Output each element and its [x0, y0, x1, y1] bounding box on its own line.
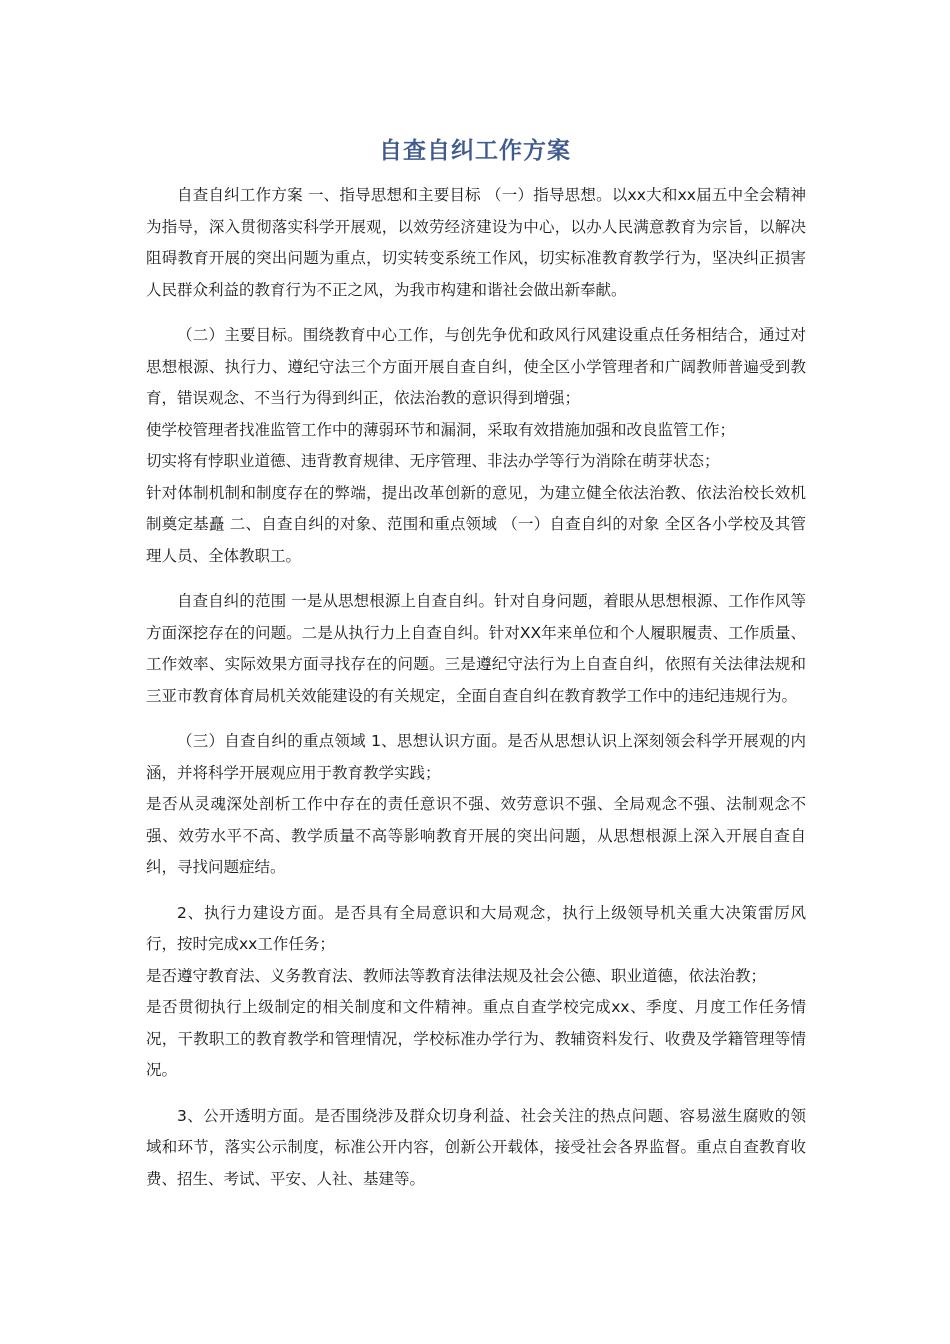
- paragraph-execution-law: 是否遵守教育法、义务教育法、教师法等教育法律法规及社会公德、职业道德，依法治教；: [146, 966, 767, 985]
- paragraph-key-areas-thinking: （三）自查自纠的重点领域 1、思想认识方面。是否从思想认识上深刻领会科学开展观的内涵，并将科学开展观应用于教育教学实践；: [146, 732, 806, 782]
- paragraph-execution: 2、执行力建设方面。是否具有全局意识和大局观念，执行上级领导机关重大决策雷厉风行，按时完成xx工作任务；: [146, 903, 806, 953]
- paragraph-transparency: 3、公开透明方面。是否围绕涉及群众切身利益、社会关注的热点问题、容易滋生腐败的领域和环节，落实公示制度，标准公开内容，创新公开载体，接受社会各界监督。重点自查教育收费、招生、考试、平安、人社、基建等。: [146, 1106, 806, 1188]
- paragraph-goals-prevention: 切实将有悖职业道德、违背教育规律、无序管理、非法办学等行为消除在萌芽状态；: [146, 452, 720, 470]
- document-title: 自查自纠工作方案: [379, 138, 571, 164]
- paragraph-goals-supervision: 使学校管理者找准监管工作中的薄弱环节和漏洞，采取有效措施加强和改良监管工作；: [146, 420, 736, 439]
- paragraph-main-goals: （二）主要目标。围绕教育中心工作，与创先争优和政风行风建设重点任务相结合，通过对思想根源、执行力、遵纪守法三个方面开展自查自纠，使全区小学管理者和广阔教师普遍受到教育，错误观念、不当行为得到纠正，依法治教的意识得到增强；: [146, 326, 806, 407]
- paragraph-scope: 自查自纠的范围 一是从思想根源上自查自纠。针对自身问题，着眼从思想根源、工作作风等方面深挖存在的问题。二是从执行力上自查自纠。针对XX年来单位和个人履职履责、工作质量、工作效率、实际效果方面寻找存在的问题。三是遵纪守法行为上自查自纠，依照有关法律法规和三亚市教育体育局机关效能建设的有关规定，全面自查自纠在教育教学工作中的违纪违规行为。: [146, 592, 806, 705]
- paragraph-thinking-problems: 是否从灵魂深处剖析工作中存在的责任意识不强、效劳意识不强、全局观念不强、法制观念不强、效劳水平不高、教学质量不高等影响教育开展的突出问题，从思想根源上深入开展自查自纠，寻找问题症结。: [146, 795, 806, 876]
- paragraph-execution-policy: 是否贯彻执行上级制定的相关制度和文件精神。重点自查学校完成xx、季度、月度工作任务情况，干教职工的教育教学和管理情况，学校标准办学行为、教辅资料发行、收费及学籍管理等情况。: [146, 998, 806, 1079]
- document-body: [146, 180, 806, 1209]
- paragraph-guiding-ideology: 自查自纠工作方案 一、指导思想和主要目标 （一）指导思想。以xx大和xx届五中全会精神为指导，深入贯彻落实科学开展观，以效劳经济建设为中心，以办人民满意教育为宗旨，以解决阻碍教育开展的突出问题为重点，切实转变系统工作风，切实标准教育教学行为，坚决纠正损害人民群众利益的教育行为不正之风，为我市构建和谐社会做出新奉献。: [146, 186, 806, 299]
- paragraph-goals-reform-and-targets: 针对体制机制和制度存在的弊端，提出改革创新的意见，为建立健全依法治教、依法治校长效机制奠定基矗 二、自查自纠的对象、范围和重点领域 （一）自查自纠的对象 全区各小学校及其管理人员、全体教职工。: [146, 483, 806, 565]
